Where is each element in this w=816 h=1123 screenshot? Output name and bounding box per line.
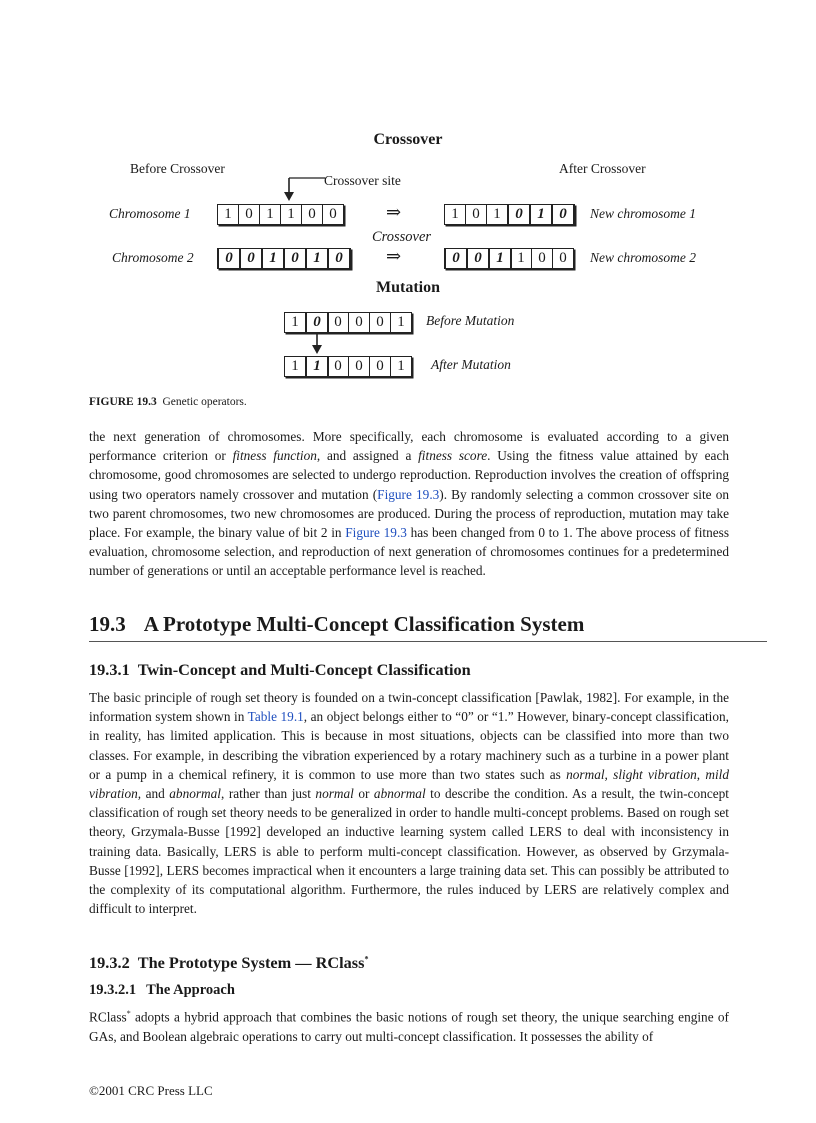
bit: 1 [262, 248, 284, 269]
chromosome-1 [217, 204, 344, 225]
text: , rather than just [221, 786, 316, 802]
text: The basic principle of rough set theory is founded on a twin-concept classification [Pawlak, 1982]. For example, in the information system shown in [89, 690, 729, 725]
text: ). By randomly selecting a common crossover site on two parent chromosomes, two new chromosomes are produced. During the process of reproduction, mutation may take place. For example, the binary value of bit 2 in [89, 486, 730, 541]
bit: 1 [397, 314, 405, 330]
paragraph-approach [89, 1004, 729, 1046]
footnote-marker: * [364, 954, 369, 964]
crossover-site-arrow-icon [283, 176, 327, 202]
subsubsection-number: 19.3.2.1 [89, 982, 137, 998]
text: abnormal [169, 786, 221, 802]
subsection-heading [89, 660, 471, 680]
text: mild vibration, [89, 766, 729, 802]
text: , [696, 766, 706, 782]
bit: 1 [281, 205, 302, 224]
bit: 1 [260, 205, 281, 224]
implies-arrow-icon: ⇒ [386, 202, 402, 222]
bit: 0 [328, 357, 349, 376]
bit: 0 [467, 248, 489, 269]
new-chromosome-2 [444, 248, 574, 269]
bit: 0 [284, 248, 306, 269]
chromosome-1-label: Chromosome 1 [109, 206, 191, 221]
bit: 0 [240, 248, 262, 269]
subsection-title: The Prototype System — RClass [137, 953, 365, 972]
text: normal, slight vibration [566, 766, 697, 782]
bit: 1 [530, 204, 552, 225]
new-chromosome-1 [444, 204, 575, 225]
subsection-number: 19.3.1 [89, 660, 130, 679]
bit: 0 [328, 313, 349, 332]
bit: 0 [329, 206, 337, 222]
text: has been changed from 0 to 1. The above process of fitness evaluation, chromosome selection, and reproduction of next generation of chromosomes continues for a predetermined number of generations or until an acceptable performance level is reached. [89, 525, 729, 579]
bit: 0 [239, 205, 260, 224]
subsubsection-heading [89, 982, 235, 999]
text: adopts a hybrid approach that combines the basic notions of rough set theory, the unique searching engine of GAs, and Boolean algebraic operations to carry out multi-concept classification. It possesses the ability of [89, 1009, 729, 1044]
bit: 1 [487, 205, 508, 224]
bit: 1 [285, 357, 306, 376]
bit: 0 [559, 250, 567, 266]
after-crossover-label: After Crossover [559, 161, 646, 176]
bit: 0 [466, 205, 487, 224]
text: , and assigned a [316, 448, 419, 464]
bit: 0 [349, 313, 370, 332]
bit: 0 [349, 357, 370, 376]
bit: 1 [306, 248, 328, 269]
text: abnormal [373, 786, 426, 802]
bit: 0 [532, 249, 553, 268]
figure-caption-text: Genetic operators. [162, 396, 247, 408]
bit: 1 [489, 248, 511, 269]
subsection-title: Twin-Concept and Multi-Concept Classification [137, 660, 471, 679]
copyright-footer: ©2001 CRC Press LLC [89, 1083, 213, 1098]
bit: 1 [511, 249, 532, 268]
chromosome-2-label: Chromosome 2 [112, 250, 194, 265]
subsubsection-title: The Approach [146, 982, 235, 998]
new-chromosome-2-label: New chromosome 2 [590, 250, 696, 265]
subsection-heading [89, 953, 368, 973]
before-mutation-chromosome [284, 312, 412, 333]
text: the next generation of chromosomes. More specifically, each chromosome is evaluated according to a given performance criterion or [89, 429, 729, 464]
figure-caption [89, 396, 247, 408]
before-crossover-label: Before Crossover [130, 161, 225, 176]
footnote-marker: * [126, 1009, 131, 1018]
bit: 1 [306, 356, 328, 377]
mutation-arrow-icon [310, 333, 324, 355]
new-chromosome-1-label: New chromosome 1 [590, 206, 696, 221]
bit: 1 [218, 205, 239, 224]
text: fitness function [232, 448, 317, 464]
bit: 0 [306, 312, 328, 333]
bit: 0 [552, 204, 574, 225]
text: to describe the condition. As a result, the twin-concept classification of rough set theory needs to be generalized in order to handle multi-concept problems. Based on rough set theory, Grzymala-Busse [1992] developed an inductive learning system called LERS to deal with inconsistency in training data. Basically, LERS is able to perform multi-concept classification. However, as observed by Grzymala-Busse [1992], LERS becomes impractical when it encounters a large training data set. This can possibly be attributed to the complexity of its computational algorithm. Furthermore, the rules induced by LERS are relatively complex and difficult to interpret. [89, 786, 730, 917]
figure-19-3-link[interactable]: Figure 19.3 [377, 486, 440, 502]
section-title: A Prototype Multi-Concept Classification System [143, 612, 585, 636]
subsection-number: 19.3.2 [89, 953, 130, 972]
bit: 0 [328, 248, 350, 269]
bit: 0 [508, 204, 530, 225]
after-mutation-chromosome [284, 356, 412, 377]
bit: 0 [370, 313, 391, 332]
bit: 1 [397, 358, 405, 374]
implies-arrow-icon: ⇒ [386, 246, 402, 266]
bit: 1 [285, 313, 306, 332]
bit: 0 [370, 357, 391, 376]
paragraph-multi-concept [89, 688, 729, 918]
mutation-title: Mutation [376, 279, 440, 296]
text: , an object belongs either to “0” or “1.” However, binary-concept classification, in reality, has limited application. This is because in most situations, objects can be classified into more than two classes. For example, in describing the vibration experienced by a rotary machinery such as a turbine in a power plant or a pump in a chemical refinery, it is common to use more than two states such as [89, 709, 729, 782]
section-heading [89, 612, 584, 637]
bit: 0 [302, 205, 323, 224]
bit: 0 [445, 248, 467, 269]
figure-caption-label: FIGURE 19.3 [89, 396, 157, 408]
table-19-1-link[interactable]: Table 19.1 [247, 709, 304, 725]
before-mutation-label: Before Mutation [426, 313, 515, 328]
text: normal [315, 786, 354, 802]
section-number: 19.3 [89, 612, 126, 636]
crossover-mid-label: Crossover [372, 229, 432, 245]
bit: 0 [218, 248, 240, 269]
crossover-site-label: Crossover site [324, 173, 401, 188]
text: fitness score [418, 448, 488, 464]
text: and [141, 786, 170, 802]
bit: 1 [445, 205, 466, 224]
chromosome-2 [217, 248, 351, 269]
text: or [353, 786, 374, 802]
text: RClass [89, 1009, 127, 1025]
after-mutation-label: After Mutation [431, 357, 511, 372]
section-divider [89, 641, 767, 642]
text: . Using the fitness value attained by each chromosome, good chromosomes are selected to undergo reproduction. Reproduction involves the creation of offspring using two operators namely crossover and mutation ( [89, 448, 729, 502]
figure-19-3-link[interactable]: Figure 19.3 [345, 525, 407, 541]
paragraph-genetic-operators [89, 427, 729, 581]
crossover-title: Crossover [373, 131, 443, 148]
